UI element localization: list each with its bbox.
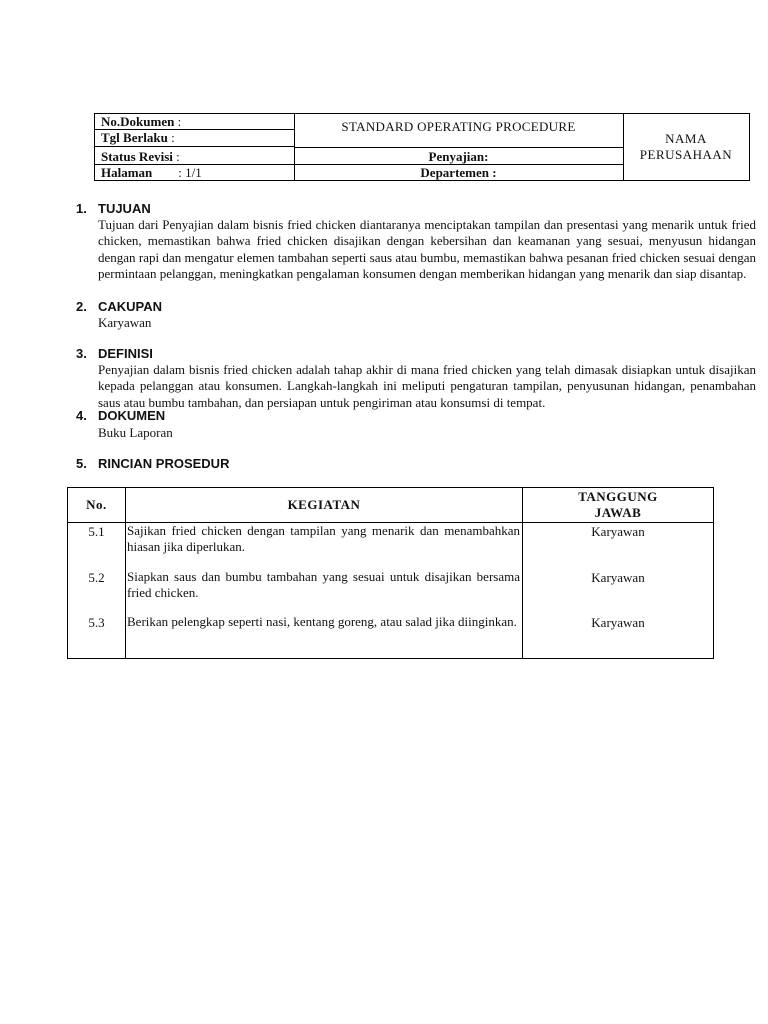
section-tujuan-text: Tujuan dari Penyajian dalam bisnis fried chicken diantaranya menciptakan tampilan dan presentasi yang menarik untuk fried chicken, memastikan bahwa fried chicken disajikan dengan kebersihan dan keamanan yang sesuai, menyusun hidangan dengan rapi dan mengatur elemen tambahan seperti saus atau bumbu, memastikan bahwa pesanan fried chicken sesuai dengan permintaan pelanggan, meningkatkan pengalaman konsumen dengan memberikan hidangan yang menarik dan siap disantap. xyxy=(98,217,756,282)
section-definisi-text: Penyajian dalam bisnis fried chicken adalah tahap akhir di mana fried chicken yang telah dimasak disiapkan untuk disajikan kepada pelanggan atau konsumen. Langkah-langkah ini meliputi pengaturan tampilan, penyusunan hidangan, penambahan saus atau bumbu tambahan, dan persiapan untuk pengiriman atau konsumsi di tempat. xyxy=(98,362,756,410)
section-dokumen-heading xyxy=(76,408,165,423)
procedure-table xyxy=(67,487,714,659)
company-name-line1: NAMA xyxy=(665,131,707,146)
no-dokumen-label: No.Dokumen xyxy=(101,114,175,129)
row-kegiatan: Sajikan fried chicken dengan tampilan yang menarik dan menambahkan hiasan jika diperlukan. xyxy=(126,523,523,569)
row-tanggung-jawab: Karyawan xyxy=(523,569,714,614)
header-no: No. xyxy=(68,488,126,523)
row-number: 5.1 xyxy=(68,523,126,569)
row-tanggung-jawab: Karyawan xyxy=(523,523,714,569)
company-name xyxy=(623,114,749,180)
table-row xyxy=(68,523,714,569)
header-kegiatan: KEGIATAN xyxy=(126,488,523,523)
company-name-line2: PERUSAHAAN xyxy=(639,147,733,162)
table-row xyxy=(68,614,714,659)
table-row xyxy=(68,569,714,614)
status-revisi-row xyxy=(95,147,294,165)
header-tanggung-jawab xyxy=(523,488,714,523)
status-revisi-label: Status Revisi xyxy=(101,149,173,164)
row-kegiatan: Berikan pelengkap seperti nasi, kentang goreng, atau salad jika diinginkan. xyxy=(126,614,523,659)
status-revisi-value: : xyxy=(172,149,180,164)
section-cakupan-text: Karyawan xyxy=(98,315,152,330)
section-dokumen-text: Buku Laporan xyxy=(98,425,173,440)
section-title: RINCIAN PROSEDUR xyxy=(98,456,230,471)
section-title: DEFINISI xyxy=(98,346,153,361)
row-number: 5.3 xyxy=(68,614,126,659)
header-tanggung-jawab-line1: TANGGUNG xyxy=(578,489,658,504)
penyajian-label: Penyajian: xyxy=(294,148,623,165)
section-cakupan-heading xyxy=(76,299,162,314)
halaman-label: Halaman xyxy=(101,165,153,180)
section-title: DOKUMEN xyxy=(98,408,166,423)
section-definisi-heading xyxy=(76,346,153,361)
row-number: 5.2 xyxy=(68,569,126,614)
document-info-column xyxy=(95,114,295,180)
section-number: 3. xyxy=(76,346,87,361)
section-number: 4. xyxy=(76,408,87,423)
halaman-value: : 1/1 xyxy=(152,165,202,180)
section-title: TUJUAN xyxy=(98,201,151,216)
halaman-row xyxy=(95,165,294,180)
row-kegiatan: Siapkan saus dan bumbu tambahan yang sesuai untuk disajikan bersama fried chicken. xyxy=(126,569,523,614)
procedure-table-header xyxy=(68,488,714,523)
departemen-label: Departemen : xyxy=(420,165,497,180)
document-title: STANDARD OPERATING PROCEDURE xyxy=(294,114,623,148)
document-header-table xyxy=(94,113,750,181)
section-number: 2. xyxy=(76,299,87,314)
tgl-berlaku-row xyxy=(95,130,294,147)
row-tanggung-jawab: Karyawan xyxy=(523,614,714,659)
tgl-berlaku-value: : xyxy=(167,130,175,145)
section-number: 1. xyxy=(76,201,87,216)
section-tujuan-heading xyxy=(76,201,151,216)
document-title-column xyxy=(294,114,624,180)
section-title: CAKUPAN xyxy=(98,299,163,314)
no-dokumen-row xyxy=(95,114,294,130)
tgl-berlaku-label: Tgl Berlaku xyxy=(101,130,168,145)
header-tanggung-jawab-line2: JAWAB xyxy=(594,505,642,520)
section-rincian-heading xyxy=(76,456,229,471)
section-number: 5. xyxy=(76,456,87,471)
no-dokumen-value: : xyxy=(174,114,182,129)
